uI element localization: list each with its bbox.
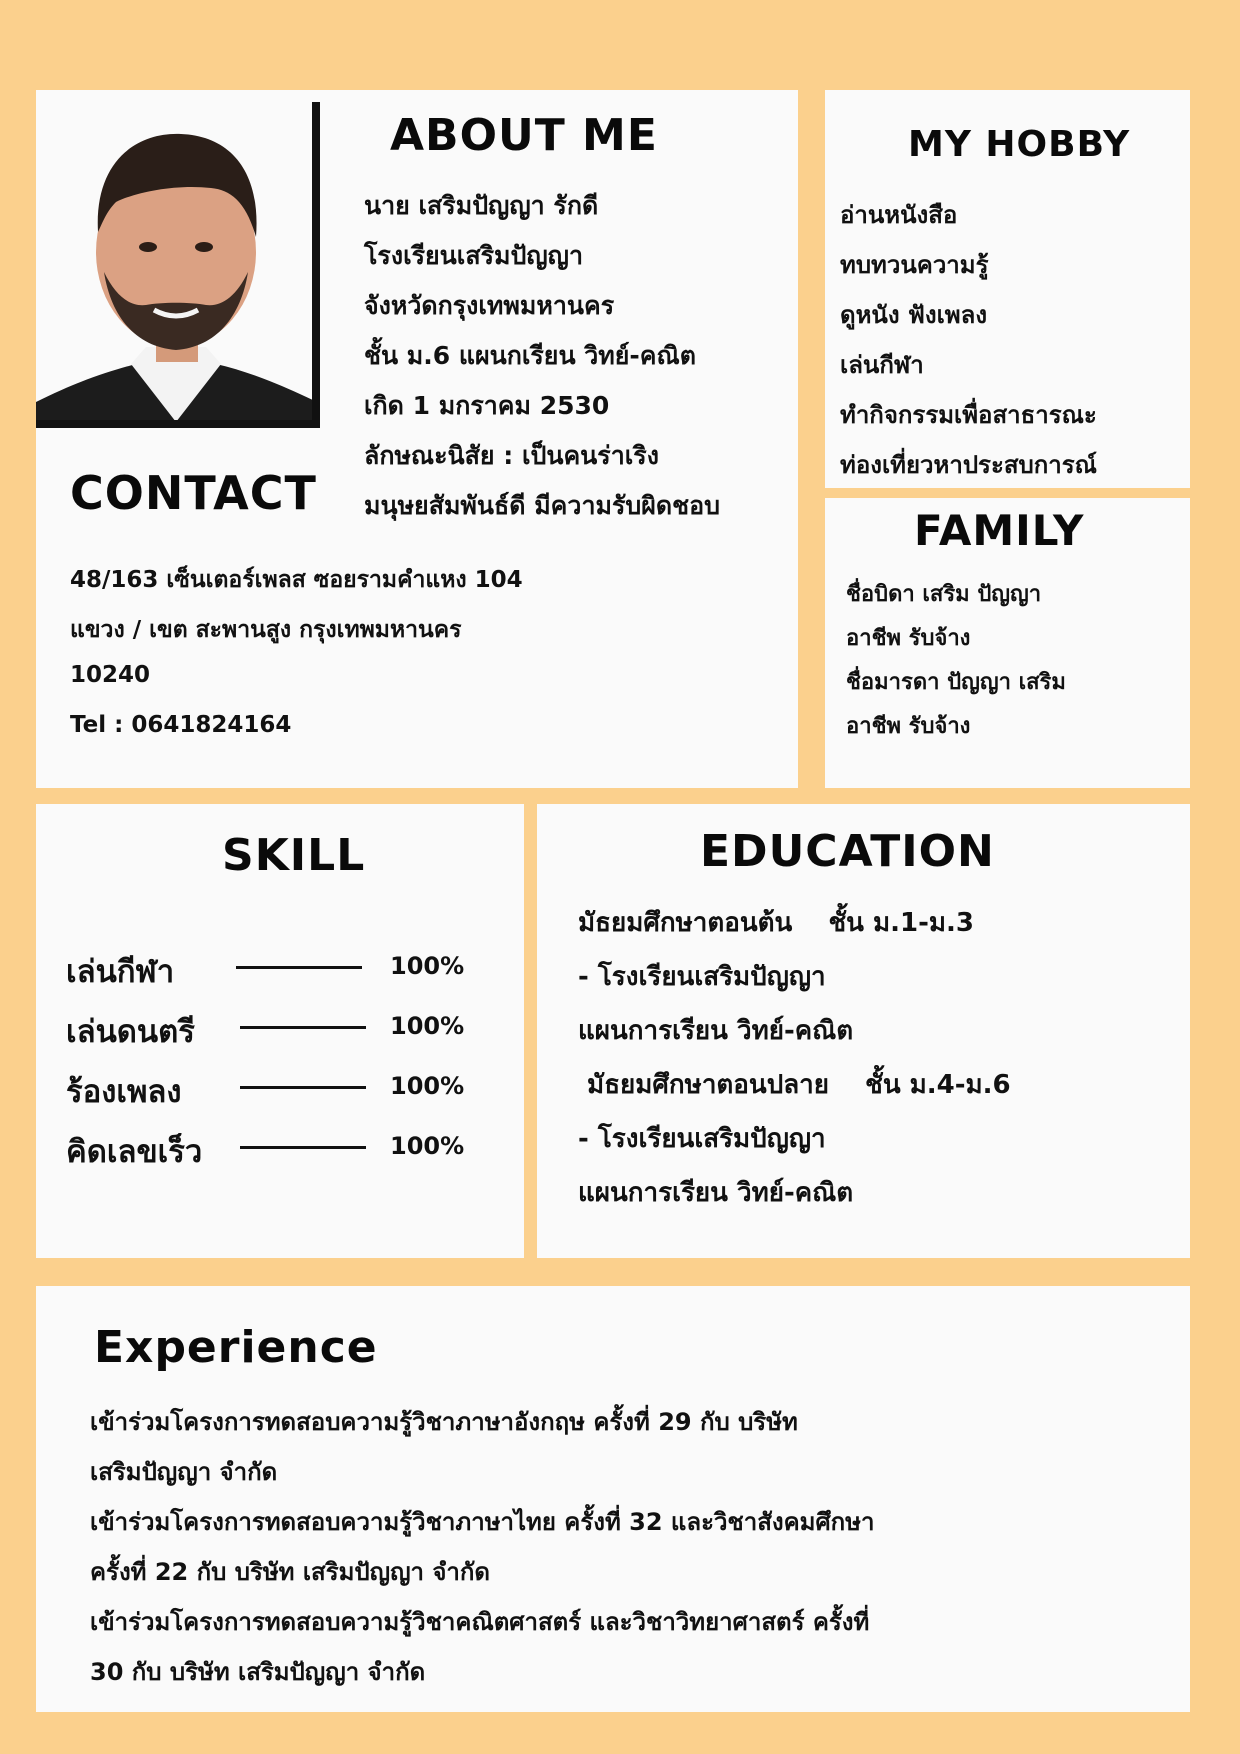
hobby-item: ทบทวนความรู้ bbox=[840, 251, 989, 279]
contact-postcode: 10240 bbox=[70, 662, 151, 688]
skill-label: เล่นดนตรี bbox=[66, 1014, 195, 1050]
hobby-item: อ่านหนังสือ bbox=[840, 201, 958, 229]
skill-label: คิดเลขเร็ว bbox=[66, 1134, 203, 1170]
about-line: ลักษณะนิสัย : เป็นคนร่าเริง bbox=[364, 441, 659, 470]
education-line: มัธยมศึกษาตอนต้น ชั้น ม.1-ม.3 bbox=[578, 908, 974, 938]
about-line: จังหวัดกรุงเทพมหานคร bbox=[364, 291, 615, 320]
education-line: แผนการเรียน วิทย์-คณิต bbox=[578, 1016, 854, 1046]
hobby-item: เล่นกีฬา bbox=[840, 351, 924, 379]
family-line: อาชีพ รับจ้าง bbox=[846, 714, 971, 739]
contact-title: CONTACT bbox=[70, 466, 317, 520]
photo-frame-bottom bbox=[36, 420, 320, 428]
family-title: FAMILY bbox=[914, 506, 1085, 555]
experience-title: Experience bbox=[94, 1322, 378, 1373]
skill-bar bbox=[236, 966, 362, 969]
skill-row bbox=[66, 1126, 496, 1170]
about-line: เกิด 1 มกราคม 2530 bbox=[364, 391, 610, 420]
skill-bar bbox=[240, 1086, 366, 1089]
about-line: ชั้น ม.6 แผนกเรียน วิทย์-คณิต bbox=[364, 341, 696, 370]
contact-address-line: 48/163 เซ็นเตอร์เพลส ซอยรามคำแหง 104 bbox=[70, 567, 523, 593]
experience-line: 30 กับ บริษัท เสริมปัญญา จำกัด bbox=[90, 1658, 426, 1686]
experience-line: เข้าร่วมโครงการทดสอบความรู้วิชาภาษาอังกฤษ ครั้งที่ 29 กับ บริษัท bbox=[90, 1408, 798, 1436]
about-line: โรงเรียนเสริมปัญญา bbox=[364, 241, 583, 270]
about-line: นาย เสริมปัญญา รักดี bbox=[364, 191, 599, 220]
photo-frame-right bbox=[312, 102, 320, 428]
education-line: มัธยมศึกษาตอนปลาย ชั้น ม.4-ม.6 bbox=[578, 1070, 1011, 1100]
education-line: - โรงเรียนเสริมปัญญา bbox=[578, 962, 826, 992]
hobby-item: ทำกิจกรรมเพื่อสาธารณะ bbox=[840, 401, 1097, 429]
profile-photo bbox=[36, 102, 317, 426]
family-line: อาชีพ รับจ้าง bbox=[846, 626, 971, 651]
skill-percent: 100% bbox=[390, 1132, 465, 1160]
hobby-title: MY HOBBY bbox=[908, 124, 1131, 165]
experience-line: เสริมปัญญา จำกัด bbox=[90, 1458, 278, 1486]
skill-percent: 100% bbox=[390, 1072, 465, 1100]
education-line: แผนการเรียน วิทย์-คณิต bbox=[578, 1178, 854, 1208]
about-title: ABOUT ME bbox=[390, 110, 658, 161]
skill-label: เล่นกีฬา bbox=[66, 954, 175, 990]
about-line: มนุษยสัมพันธ์ดี มีความรับผิดชอบ bbox=[364, 491, 720, 520]
family-line: ชื่อมารดา ปัญญา เสริม bbox=[846, 670, 1066, 695]
contact-phone: Tel : 0641824164 bbox=[70, 712, 292, 738]
skill-title: SKILL bbox=[222, 830, 366, 881]
skill-bar bbox=[240, 1146, 366, 1149]
skill-row bbox=[66, 1066, 496, 1110]
skill-bar bbox=[240, 1026, 366, 1029]
experience-line: เข้าร่วมโครงการทดสอบความรู้วิชาคณิตศาสตร์ และวิชาวิทยาศาสตร์ ครั้งที่ bbox=[90, 1608, 870, 1636]
hobby-item: ดูหนัง ฟังเพลง bbox=[840, 301, 988, 329]
hobby-item: ท่องเที่ยวหาประสบการณ์ bbox=[840, 451, 1097, 479]
education-line: - โรงเรียนเสริมปัญญา bbox=[578, 1124, 826, 1154]
experience-line: เข้าร่วมโครงการทดสอบความรู้วิชาภาษาไทย ครั้งที่ 32 และวิชาสังคมศึกษา bbox=[90, 1508, 875, 1536]
skill-label: ร้องเพลง bbox=[66, 1074, 182, 1110]
experience-line: ครั้งที่ 22 กับ บริษัท เสริมปัญญา จำกัด bbox=[90, 1558, 491, 1586]
skill-row bbox=[66, 946, 496, 990]
skill-row bbox=[66, 1006, 496, 1050]
contact-address-line: แขวง / เขต สะพานสูง กรุงเทพมหานคร bbox=[70, 617, 462, 643]
skill-percent: 100% bbox=[390, 952, 465, 980]
family-line: ชื่อบิดา เสริม ปัญญา bbox=[846, 582, 1042, 607]
education-title: EDUCATION bbox=[700, 826, 995, 877]
skill-percent: 100% bbox=[390, 1012, 465, 1040]
